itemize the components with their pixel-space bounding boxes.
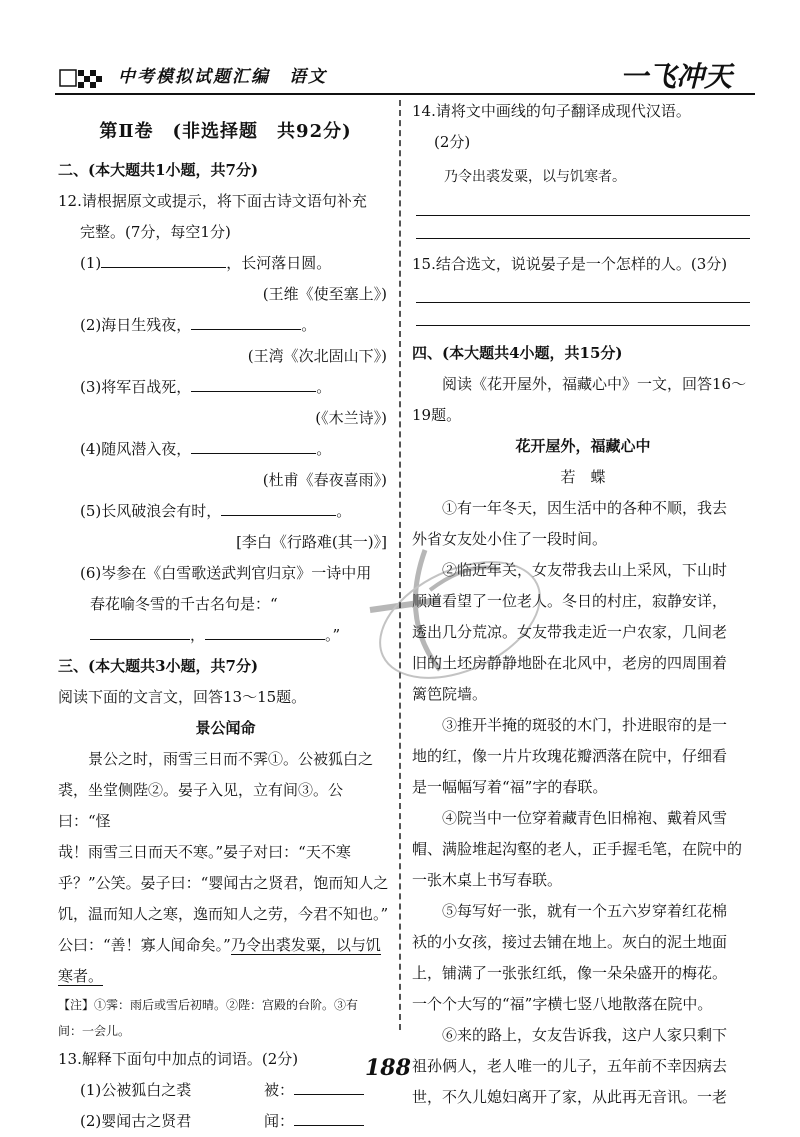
story-line: 一个个大写的“福”字横七竖八地散落在院中。 [412,995,713,1013]
reading-prompt: 阅读下面的文言文，回答13～15题。 [58,688,307,706]
story-line: 世，不久儿媳妇离开了家，从此再无音讯。一老 [412,1088,728,1106]
q13-item-2: (2)婴闻古之贤君 闻： [58,1106,393,1137]
answer-blank[interactable] [191,311,301,330]
q12-source-3: (《木兰诗》) [315,409,387,427]
story-line: ⑤每写好一张，就有一个五六岁穿着红花棉 [442,902,728,920]
answer-line[interactable] [416,303,750,326]
story-line: 上，铺满了一张张红纸，像一朵朵盛开的梅花。 [412,964,728,982]
story-line: 袄的小女孩，接过去铺在地上。灰白的泥土地面 [412,933,728,951]
passage-line: 裘，坐堂侧陛②。晏子入见，立有间③。公曰：“怪 [58,781,344,830]
story-line: ③推开半掩的斑驳的木门，扑进眼帘的是一 [442,716,728,734]
story-line: 一张木桌上书写春联。 [412,871,563,889]
q12-stem: 12.请根据原文或提示，将下面古诗文语句补充 [58,192,367,210]
q12-item-5: (5)长风破浪会有时， 。 [58,496,393,527]
answer-line[interactable] [416,280,750,303]
story-line: 外省女友处小住了一段时间。 [412,530,608,548]
story-line: 透出几分荒凉。女友带我走近一户农家，几间老 [412,623,728,641]
answer-blank[interactable] [191,373,316,392]
passage-title: 景公闻命 [195,719,256,737]
q12-source-4: (杜甫《春夜喜雨》) [262,471,387,489]
page-number: 188 [365,1055,411,1081]
answer-line[interactable] [416,193,750,216]
passage-line: 景公之时，雨雪三日而不霁①。公被狐白之 [88,750,374,768]
header-rule [55,93,755,95]
story-line: ①有一年冬天，因生活中的各种不顺，我去 [442,499,728,517]
story-line: ②临近年关，女友带我去山上采风，下山时 [442,561,728,579]
story-line: 地的红，像一片片玫瑰花瓣洒落在院中，仔细看 [412,747,728,765]
passage-line: 哉！雨雪三日而天不寒。”晏子对曰：“天不寒 [58,843,351,861]
q12-item-6-line3: ， 。” [58,620,393,651]
q13-item-1: (1)公被狐白之裘 被： [58,1075,393,1106]
answer-blank[interactable] [90,621,190,640]
reading-prompt-2: 阅读《花开屋外，福藏心中》一文，回答16～ [442,375,747,393]
q12-source-5: [李白《行路难(其一)》] [236,533,387,551]
q12-item-6: (6)岑参在《白雪歌送武判官归京》一诗中用 [80,564,372,582]
answer-blank[interactable] [221,497,336,516]
story-line: ④院当中一位穿着藏青色旧棉袍、戴着风雪 [442,809,728,827]
q12-source-1: (王维《使至塞上》) [262,285,387,303]
story-line: 篱笆院墙。 [412,685,488,703]
passage-line: 饥，温而知人之寒，逸而知人之劳，今君不知也。” [58,905,389,923]
underlined-sentence: 乃令出裘发粟，以与饥 [230,936,381,954]
answer-blank[interactable] [205,621,325,640]
story-title: 花开屋外，福藏心中 [515,437,651,455]
story-line: 顺道看望了一位老人。冬日的村庄，寂静安详， [412,592,728,610]
header-title: 中考模拟试题汇编 语文 [118,67,327,87]
answer-blank[interactable] [294,1076,364,1095]
story-line: 旧的土坯房静静地卧在北风中，老房的四周围着 [412,654,728,672]
q12-item-3: (3)将军百战死， 。 [58,372,393,403]
reading-prompt-2-line2: 19题。 [412,406,462,424]
story-author: 若 蝶 [560,468,606,486]
passage-line: 乎？”公笑。晏子曰：“婴闻古之贤君，饱而知人之 [58,874,389,892]
section-title: 第Ⅱ卷 (非选择题 共92分) [99,121,352,142]
q13-stem: 13.解释下面句中加点的词语。(2分) [58,1050,299,1068]
passage-line: 公曰：“善！寡人闻命矣。”乃令出裘发粟，以与饥 [58,936,381,954]
part2-heading: 二、(本大题共1小题，共7分) [58,161,259,179]
q12-item-4: (4)随风潜入夜， 。 [58,434,393,465]
passage-line [58,961,393,992]
story-line: ⑥来的路上，女友告诉我，这户人家只剩下 [442,1026,728,1044]
part4-heading: 四、(本大题共4小题，共15分) [412,344,623,362]
brand-logo: 一飞冲天 [620,60,733,93]
q15-stem: 15.结合选文，说说晏子是一个怎样的人。(3分) [412,255,728,273]
story-line: 是一幅幅写着“福”字的春联。 [412,778,608,796]
answer-blank[interactable] [294,1107,364,1126]
answer-blank[interactable] [191,435,316,454]
story-line: 帽、满脸堆起沟壑的老人，正手握毛笔，在院中的 [412,840,743,858]
part3-heading: 三、(本大题共3小题，共7分) [58,657,259,675]
underlined-sentence-end: 寒者。 [58,967,104,985]
q12-stem-2: 完整。(7分，每空1分) [80,223,231,241]
annotation-note: 【注】①霁：雨后或雪后初晴。②陛：宫殿的台阶。③有 [58,998,359,1012]
q14-points: (2分) [434,133,471,151]
q12-source-2: (王湾《次北固山下》) [247,347,387,365]
q12-item-6-line2: 春花喻冬雪的千古名句是：“ [90,595,278,613]
publisher-logo-icon [58,64,106,92]
story-line: 祖孙俩人，老人唯一的儿子，五年前不幸因病去 [412,1057,728,1075]
q14-stem: 14.请将文中画线的句子翻译成现代汉语。 [412,102,691,120]
watermark-stamp-icon [330,530,550,690]
annotation-note-2: 间：一会儿。 [58,1024,131,1038]
answer-blank[interactable] [101,249,226,268]
q12-item-1: (1) ，长河落日圆。 [58,248,393,279]
q12-item-2: (2)海日生残夜， 。 [58,310,393,341]
q14-sentence: 乃令出裘发粟，以与饥寒者。 [444,169,626,185]
answer-line[interactable] [416,216,750,239]
